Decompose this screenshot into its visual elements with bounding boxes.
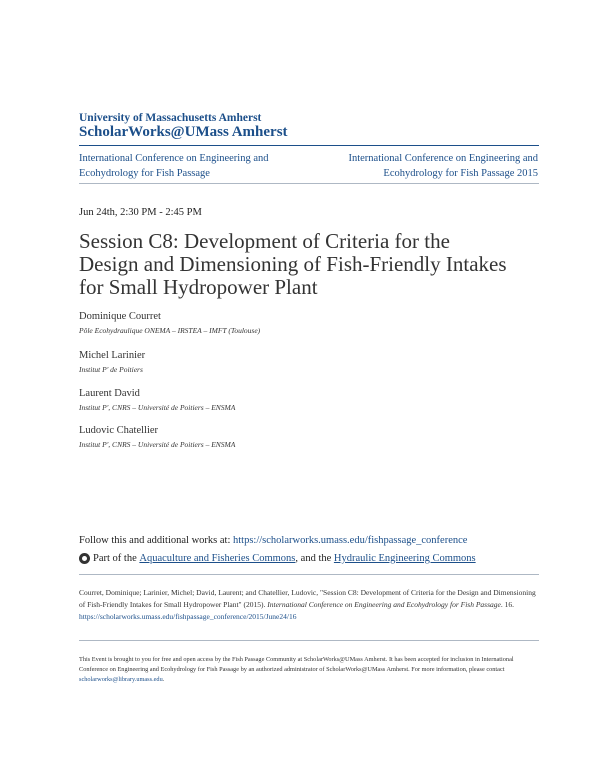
citation-text: Courret, Dominique; Larinier, Michel; David, Laurent; and Chatellier, Ludovic, "Session C8: Development of Criteria for the Design and Dimensioning of Fish-Friendly Intakes for Small Hydropower Plant" (2015). xyxy=(79,588,536,609)
author-name: Ludovic Chatellier xyxy=(79,425,159,436)
citation-url-link[interactable]: https://scholarworks.umass.edu/fishpassage_conference/2015/June24/16 xyxy=(79,612,297,621)
citation-divider xyxy=(79,574,539,575)
partof-prefix: Part of the xyxy=(93,553,137,564)
scholarworks-title[interactable]: ScholarWorks@UMass Amherst xyxy=(79,124,288,140)
follow-line xyxy=(79,535,467,546)
conference-right-line1: International Conference on Engineering and xyxy=(348,153,538,164)
notice-end: . xyxy=(162,676,165,683)
author-affiliation: Institut P', CNRS – Université de Poitiers – ENSMA xyxy=(79,403,236,412)
part-of-line xyxy=(79,553,476,564)
follow-url-link[interactable]: https://scholarworks.umass.edu/fishpassage_conference xyxy=(233,535,468,546)
author-name: Michel Larinier xyxy=(79,350,146,361)
title-line2: Design and Dimensioning of Fish-Friendly Intakes xyxy=(79,252,507,276)
event-title xyxy=(79,230,539,299)
author-name: Dominique Courret xyxy=(79,311,161,322)
conference-left-line1: International Conference on Engineering and xyxy=(79,153,269,164)
notice-text: This Event is brought to you for free and open access by the Fish Passage Community at ScholarWorks@UMass Amherst. It has been accepted for inclusion in International Conference on Engineering and Ecohydrology for Fish Passage by an authorized administrator of ScholarWorks@UMass Amherst. For more information, please contact xyxy=(79,656,514,673)
title-line3: for Small Hydropower Plant xyxy=(79,275,318,299)
contact-email-link[interactable]: scholarworks@library.umass.edu xyxy=(79,676,163,683)
author-affiliation: Institut P' de Poitiers xyxy=(79,365,143,374)
citation-suffix: . 16. xyxy=(500,600,514,609)
author-name: Laurent David xyxy=(79,388,140,399)
conference-left-line2: Ecohydrology for Fish Passage xyxy=(79,168,210,179)
hydraulic-commons-link[interactable]: Hydraulic Engineering Commons xyxy=(333,553,476,564)
event-date: Jun 24th, 2:30 PM - 2:45 PM xyxy=(79,207,202,218)
follow-prefix: Follow this and additional works at: xyxy=(79,535,233,546)
university-name[interactable]: University of Massachusetts Amherst xyxy=(79,112,262,124)
title-line1: Session C8: Development of Criteria for the xyxy=(79,229,450,253)
header-divider xyxy=(79,145,539,146)
notice-divider xyxy=(79,640,539,641)
conference-divider xyxy=(79,183,539,184)
author-affiliation: Pôle Ecohydraulique ONEMA – IRSTEA – IMFT (Toulouse) xyxy=(79,326,261,335)
commons-network-icon xyxy=(79,553,90,564)
access-notice xyxy=(79,655,539,685)
conference-link-right[interactable] xyxy=(310,151,538,181)
partof-mid: , and the xyxy=(295,553,332,564)
citation xyxy=(79,587,539,623)
aquaculture-commons-link[interactable]: Aquaculture and Fisheries Commons xyxy=(139,553,296,564)
conference-link-left[interactable] xyxy=(79,151,309,181)
citation-journal: International Conference on Engineering and Ecohydrology for Fish Passage xyxy=(267,600,501,609)
conference-right-line2: Ecohydrology for Fish Passage 2015 xyxy=(383,168,538,179)
author-affiliation: Institut P', CNRS – Université de Poitiers – ENSMA xyxy=(79,440,236,449)
